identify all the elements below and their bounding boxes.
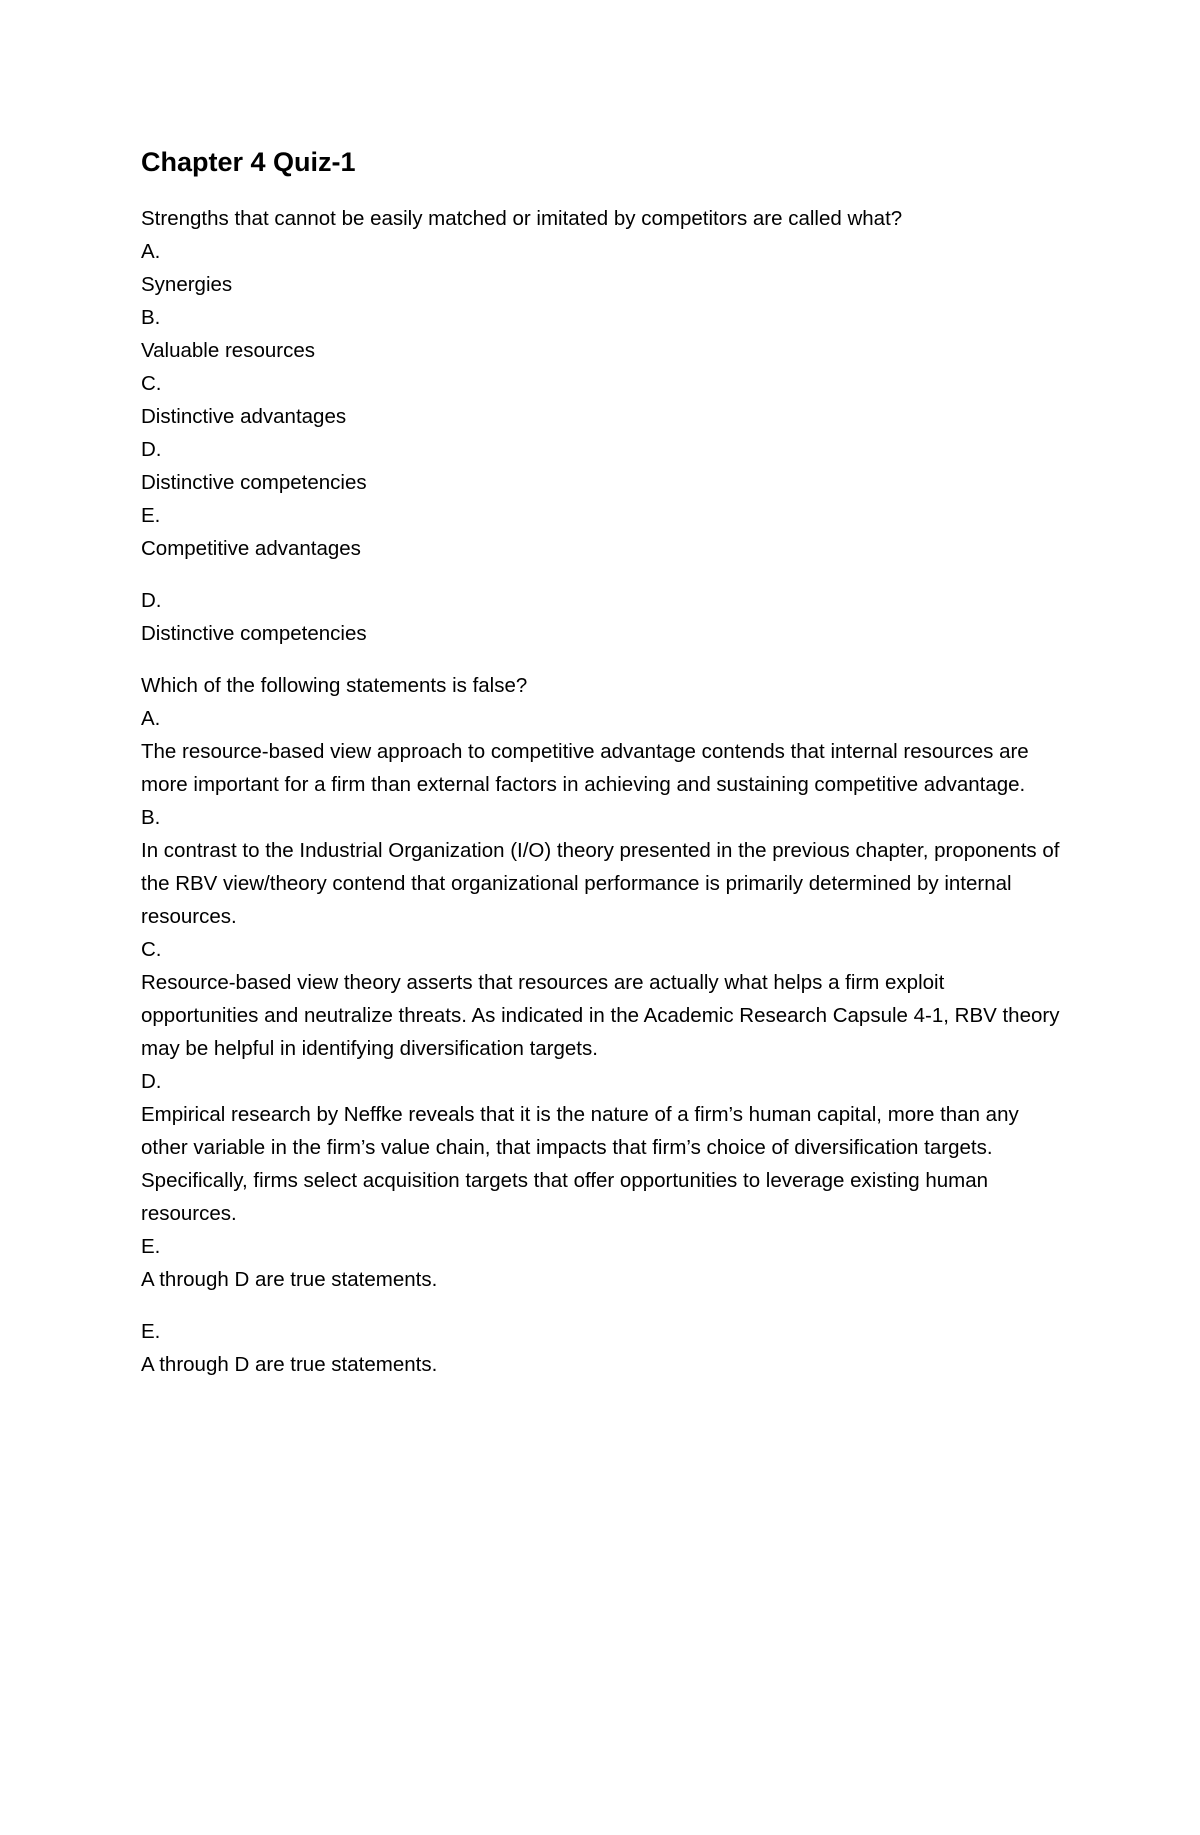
option-letter: E. <box>141 504 161 527</box>
answer-block <box>141 584 1061 650</box>
document-content <box>141 144 1061 1381</box>
option-text: In contrast to the Industrial Organization (I/O) theory presented in the previous chapter, proponents of the RBV view/theory contend that organizational performance is primarily determined by internal resources. <box>141 839 1060 928</box>
option-text: Distinctive advantages <box>141 405 347 428</box>
question-2 <box>141 669 1061 1381</box>
page-title: Chapter 4 Quiz-1 <box>141 147 356 177</box>
option-text: Distinctive competencies <box>141 471 367 494</box>
option-list <box>141 702 1061 1296</box>
answer-block <box>141 1315 1061 1381</box>
answer-letter: E. <box>141 1320 161 1343</box>
option-letter: E. <box>141 1235 161 1258</box>
option-text: Resource-based view theory asserts that resources are actually what helps a firm exploit opportunities and neutralize threats. As indicated in the Academic Research Capsule 4-1, RBV theory may be helpful in identifying diversification targets. <box>141 971 1060 1060</box>
question-prompt: Which of the following statements is false? <box>141 674 528 697</box>
option-text: A through D are true statements. <box>141 1268 438 1291</box>
answer-text: A through D are true statements. <box>141 1353 438 1376</box>
option-list <box>141 235 1061 565</box>
answer-text: Distinctive competencies <box>141 622 367 645</box>
option-letter: C. <box>141 938 162 961</box>
option-letter: D. <box>141 438 162 461</box>
option-letter: D. <box>141 1070 162 1093</box>
option-letter: C. <box>141 372 162 395</box>
answer-letter: D. <box>141 589 162 612</box>
option-text: Competitive advantages <box>141 537 361 560</box>
option-letter: A. <box>141 707 161 730</box>
question-1 <box>141 202 1061 650</box>
option-text: Empirical research by Neffke reveals that it is the nature of a firm’s human capital, more than any other variable in the firm’s value chain, that impacts that firm’s choice of diversification targets. Specifically, firms select acquisition targets that offer opportunities to leverage existing human resources. <box>141 1103 1019 1225</box>
option-letter: B. <box>141 806 161 829</box>
option-text: Synergies <box>141 273 233 296</box>
option-text: Valuable resources <box>141 339 315 362</box>
option-letter: B. <box>141 306 161 329</box>
question-prompt: Strengths that cannot be easily matched or imitated by competitors are called what? <box>141 207 903 230</box>
option-letter: A. <box>141 240 161 263</box>
option-text: The resource-based view approach to competitive advantage contends that internal resources are more important for a firm than external factors in achieving and sustaining competitive advantage. <box>141 740 1029 796</box>
